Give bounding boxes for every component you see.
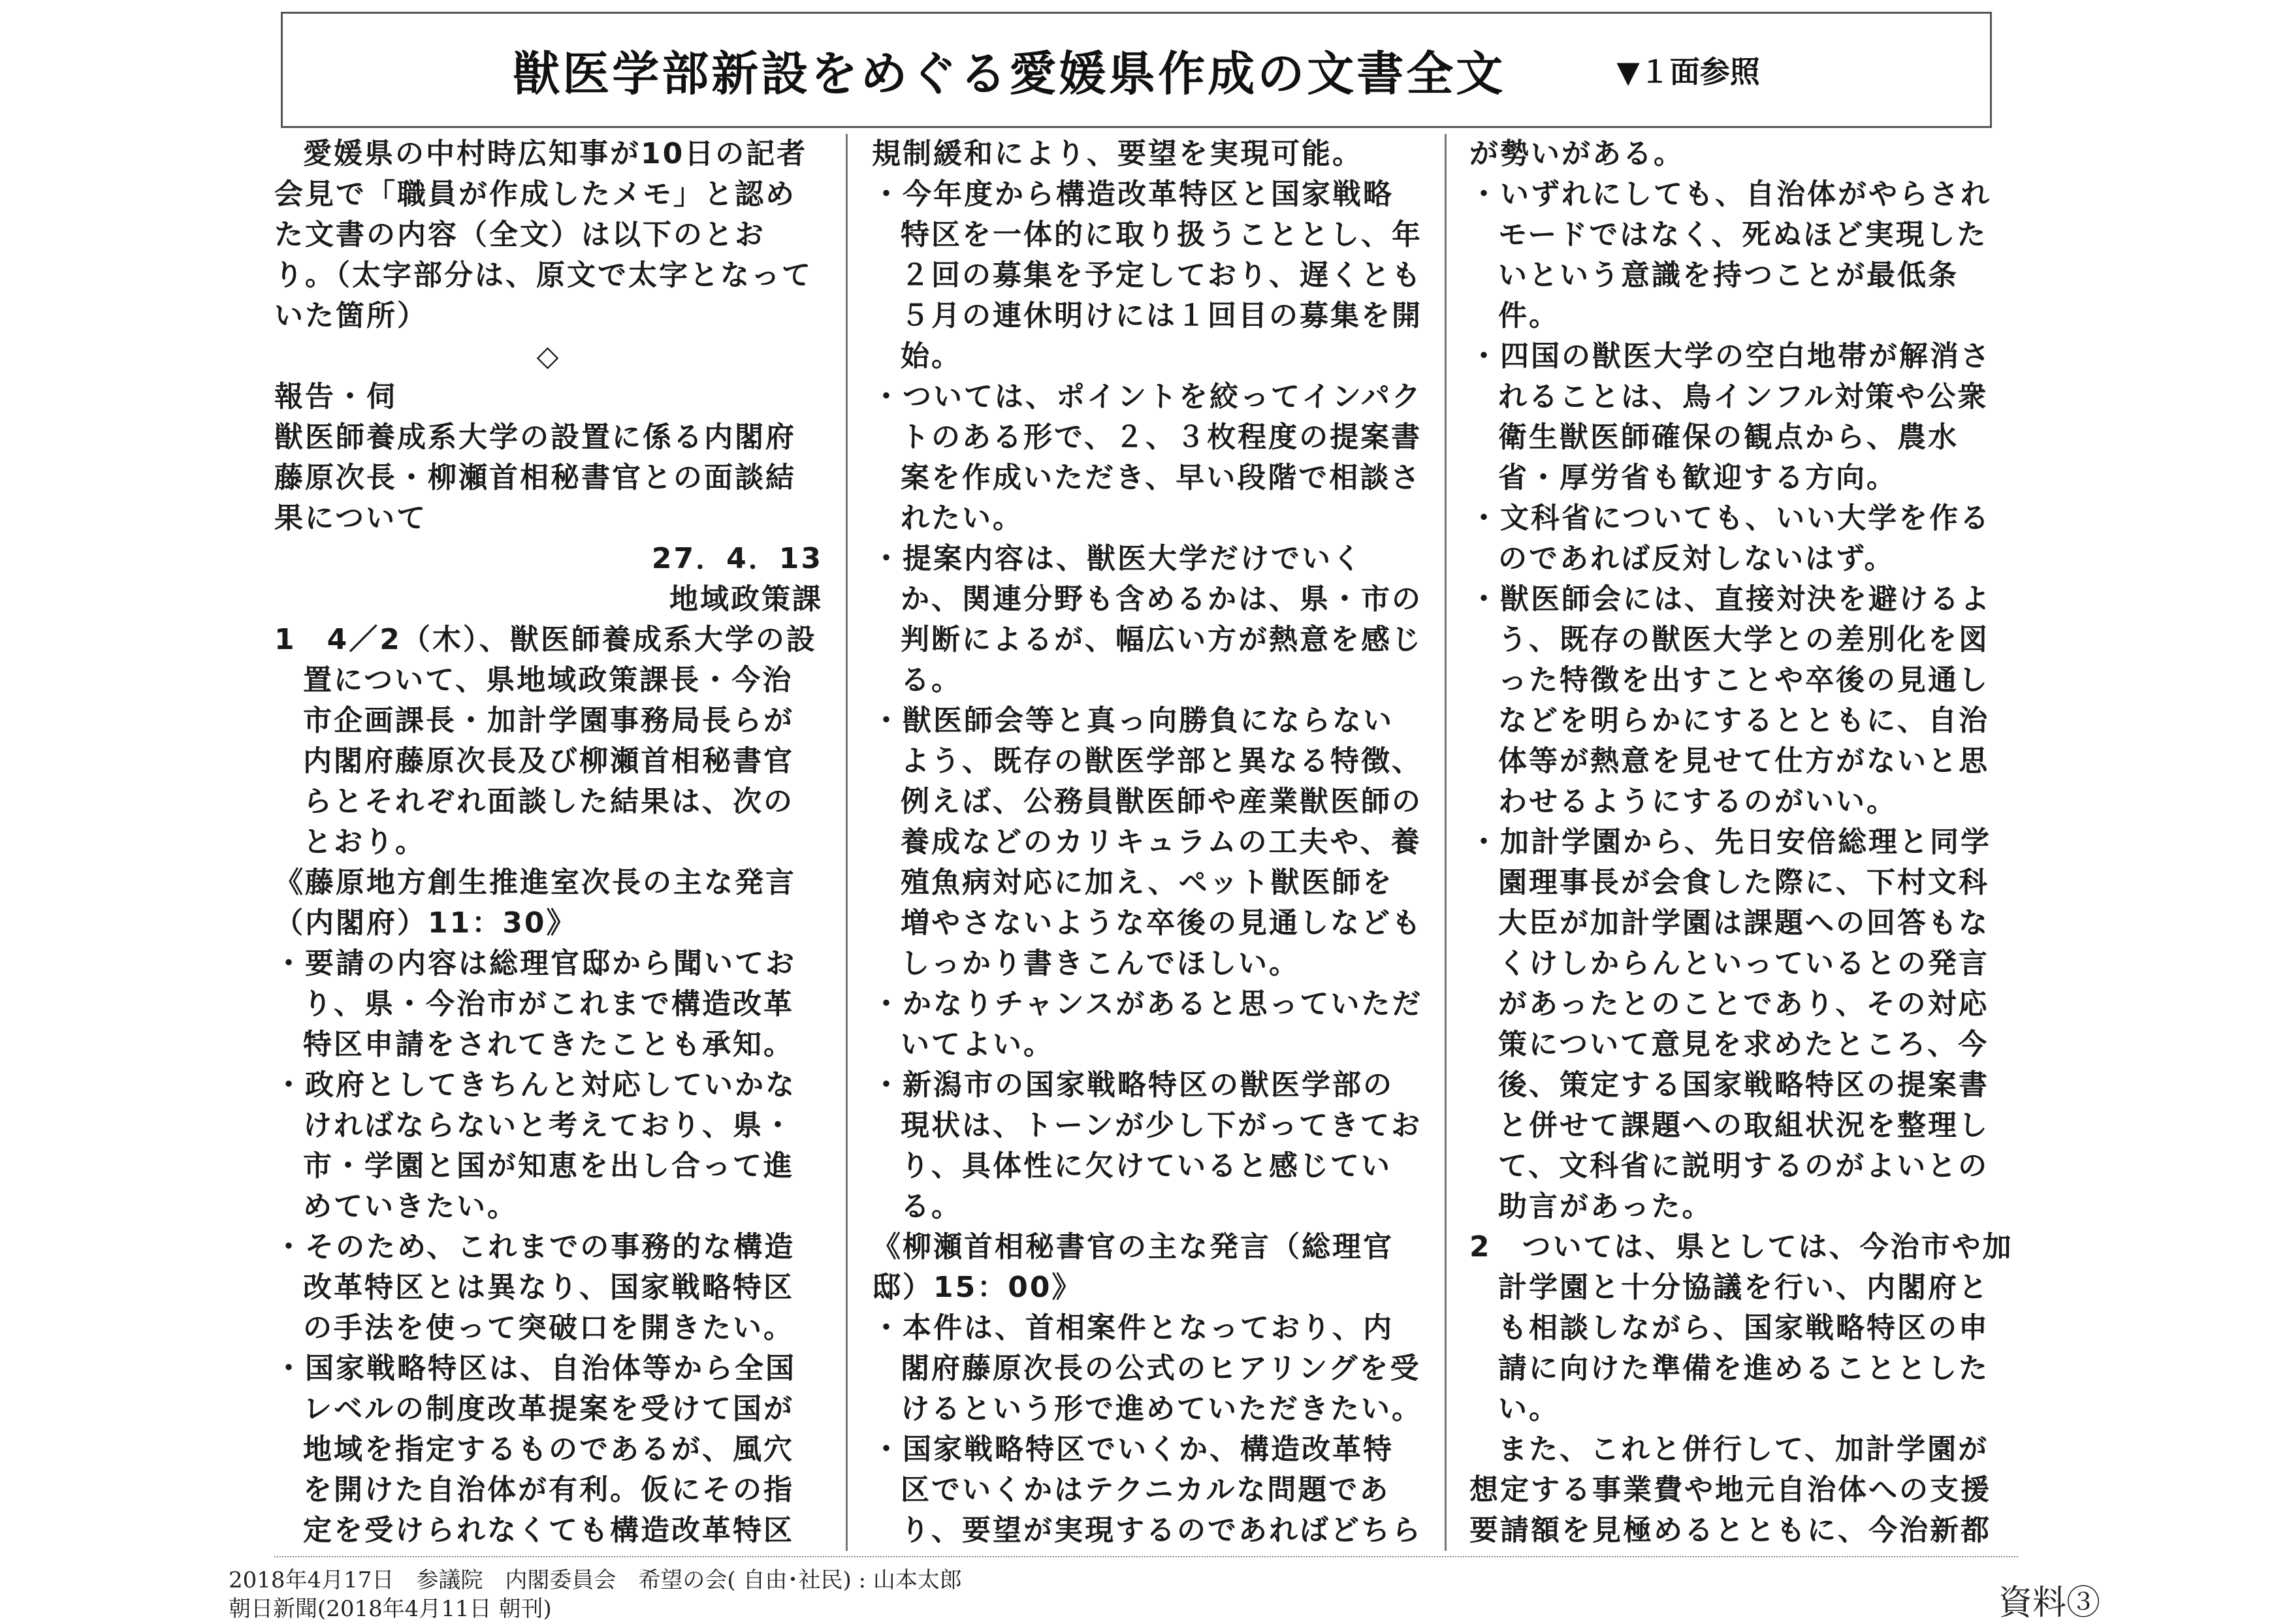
bullet-item: ・ 新潟市の国家戦略特区の獣医学部の現状は、トーンが少し下がってきており、具体性に欠けていると感じている。 [872,1065,1424,1227]
bullet-item: ・ いずれにしても、自治体がやらされモードではなく、死ぬほど実現したいという意識を持つことが最低条件。 [1469,174,2018,336]
fujiwara-remarks-heading: 《藤原地方創生推進室次長の主な発言（内閣府）11：30》 [274,866,796,940]
bullet-item: ・ そのため、これまでの事務的な構造改革特区とは異なり、国家戦略特区の手法を使って突破口を開きたい。 [274,1227,823,1348]
intro-paragraph: 愛媛県の中村時広知事が10日の記者会見で「職員が作成したメモ」と認めた文書の内容（全文）は以下のとおり。（太字部分は、原文で太字となっていた箇所） [274,137,812,332]
bullet-item: ・ 国家戦略特区でいくか、構造改革特区でいくかはテクニカルな問題であり、要望が実現するのであればどちら [872,1429,1424,1554]
bullet-item: ・ 今年度から構造改革特区と国家戦略特区を一体的に取り扱うこととし、年２回の募集を予定しており、遅くとも５月の連休明けには１回目の募集を開始。 [872,174,1424,377]
article-column-3 [1469,134,2018,1554]
report-date: 27．4．13 [651,542,823,575]
bullet-item: ・ 文科省についても、いい大学を作るのであれば反対しないはず。 [1469,498,2018,579]
bullet-item: ・ 獣医師会には、直接対決を避けるよう、既存の獣医大学との差別化を図った特徴を出すことや卒後の見通しなどを明らかにするとともに、自治体等が熱意を見せて仕方がないと思わせるようにするのがいい。 [1469,579,2018,822]
section-separator: ◇ [536,340,561,373]
column-divider [846,134,848,1551]
numbered-item-2-continuation: また、これと併行して、加計学園が想定する事業費や地元自治体への支援要請額を見極めるとともに、今治新都 [1469,1433,1991,1547]
document-label: 資料③ [1998,1584,2101,1623]
article-headline: 獣医学部新設をめぐる愛媛県作成の文書全文 [513,46,1506,101]
yanase-remarks-heading: 《柳瀬首相秘書官の主な発言（総理官邸）15：00》 [872,1230,1394,1304]
bullet-item: ・ 提案内容は、獣医大学だけでいくか、関連分野も含めるかは、県・市の判断によるが、幅広い方が熱意を感じる。 [872,539,1424,701]
bullet-item: ・ 本件は、首相案件となっており、内閣府藤原次長の公式のヒアリングを受けるという形で進めていただきたい。 [872,1308,1424,1429]
report-label: 報告・伺 [274,380,397,413]
bullet-item: ・ 獣医師会等と真っ向勝負にならないよう、既存の獣医学部と異なる特徴、例えば、公務員獣医師や産業獣医師の養成などのカリキュラムの工夫や、養殖魚病対応に加え、ペット獣医師を増やさないような卒後の見通しなどもしっかり書きこんでほしい。 [872,701,1424,984]
report-title: 獣医師養成系大学の設置に係る内閣府藤原次長・柳瀬首相秘書官との面談結果について [274,421,796,535]
numbered-item-1: 1 4／2（木）、獣医師養成系大学の設置について、県地域政策課長・今治市企画課長・加計学園事務局長らが内閣府藤原次長及び柳瀬首相秘書官らとそれぞれ面談した結果は、次のとおり。 [274,623,817,859]
page-reference-note: ▼１面参照 [1616,54,1760,89]
bullet-item: ・ 政府としてきちんと対応していかなければならないと考えており、県・市・学園と国が知恵を出し合って進めていきたい。 [274,1065,823,1227]
continuation-text: が勢いがある。 [1469,137,1684,170]
continuation-text: 規制緩和により、要望を実現可能。 [872,137,1363,170]
article-column-2 [872,134,1424,1554]
bullet-item: ・ 加計学園から、先日安倍総理と同学園理事長が会食した際に、下村文科大臣が加計学園は課題への回答もなくけしからんといっているとの発言があったとのことであり、その対応策について意見を求めたところ、今後、策定する国家戦略特区の提案書と併せて課題への取組状況を整理して、文科省に説明するのがよいとの助言があった。 [1469,822,2018,1227]
bullet-item: ・ ついては、ポイントを絞ってインパクトのある形で、２、３枚程度の提案書案を作成いただき、早い段階で相談されたい。 [872,377,1424,539]
numbered-item-2: 2 ついては、県としては、今治市や加計学園と十分協議を行い、内閣府とも相談しながら、国家戦略特区の申請に向けた準備を進めることとしたい。 [1469,1230,2013,1425]
bullet-item: ・ かなりチャンスがあると思っていただいてよい。 [872,984,1424,1065]
bullet-item: ・ 四国の獣医大学の空白地帯が解消されることは、鳥インフル対策や公衆衛生獣医師確保の観点から、農水省・厚労省も歓迎する方向。 [1469,336,2018,498]
article-column-1 [274,134,823,1554]
newspaper-citation: 朝日新聞(2018年4月11日 朝刊) [229,1596,552,1622]
bullet-item: ・ 要請の内容は総理官邸から聞いており、県・今治市がこれまで構造改革特区申請をされてきたことも承知。 [274,944,823,1065]
source-caption: 2018年4月17日 参議院 内閣委員会 希望の会( 自由･社民) : 山本太郎 [229,1567,962,1593]
footer-rule [274,1556,2018,1557]
bullet-item: ・ 国家戦略特区は、自治体等から全国レベルの制度改革提案を受けて国が地域を指定するものであるが、風穴を開けた自治体が有利。仮にその指定を受けられなくても構造改革特区 [274,1348,823,1554]
report-department: 地域政策課 [669,582,823,616]
column-divider [1445,134,1447,1551]
headline-box [281,12,1992,128]
